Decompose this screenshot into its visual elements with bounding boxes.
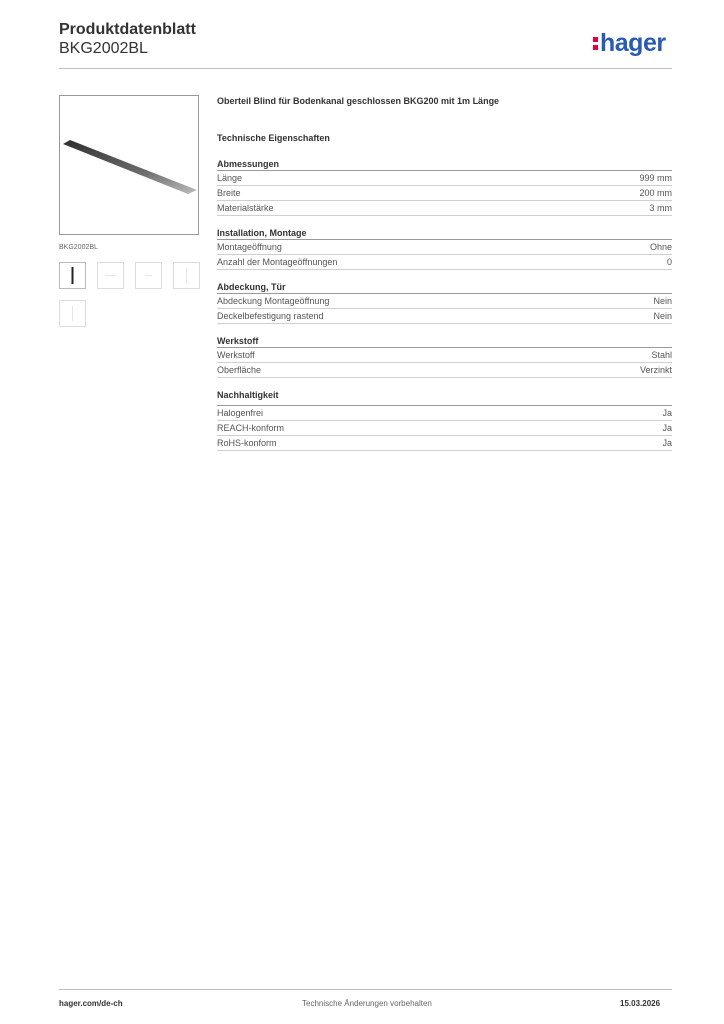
front-view-icon — [60, 263, 85, 288]
top-view-icon — [98, 263, 123, 288]
spec-value: 999 mm — [639, 173, 672, 183]
header-divider — [59, 68, 672, 69]
logo-dots-icon — [593, 28, 598, 58]
spec-label: Anzahl der Montageöffnungen — [217, 257, 338, 267]
spec-row — [217, 240, 672, 255]
page-subtitle: BKG2002BL — [59, 40, 148, 57]
spec-value: Ja — [662, 423, 672, 433]
spec-label: Deckelbefestigung rastend — [217, 311, 324, 321]
footer-notice: Technische Änderungen vorbehalten — [302, 999, 432, 1008]
spec-group-installation — [217, 227, 672, 270]
spec-row — [217, 255, 672, 270]
spec-row — [217, 436, 672, 451]
product-main-image — [59, 95, 199, 235]
hager-logo — [593, 28, 666, 58]
spec-label: Werkstoff — [217, 350, 255, 360]
spec-value: Ja — [662, 408, 672, 418]
thumbnail-end[interactable] — [173, 262, 200, 289]
thumbnail-detail[interactable] — [59, 300, 86, 327]
spec-row — [217, 171, 672, 186]
spec-label: Länge — [217, 173, 243, 183]
spec-label: Oberfläche — [217, 365, 262, 375]
detail-view-icon — [60, 301, 85, 326]
spec-row — [217, 348, 672, 363]
spec-row — [217, 405, 672, 421]
spec-label: Halogenfrei — [217, 408, 264, 418]
spec-label: Abdeckung Montageöffnung — [217, 296, 330, 306]
spec-row — [217, 186, 672, 201]
spec-value: 200 mm — [639, 188, 672, 198]
spec-value: Ohne — [649, 242, 672, 252]
product-content — [217, 95, 672, 462]
spec-group-title: Nachhaltigkeit — [217, 390, 279, 400]
spec-value: 0 — [666, 257, 672, 267]
technical-properties-title: Technische Eigenschaften — [217, 133, 330, 143]
end-view-icon — [174, 263, 199, 288]
page-title: Produktdatenblatt — [59, 21, 196, 38]
footer-divider — [59, 989, 672, 990]
spec-value: Nein — [653, 311, 672, 321]
spec-label: Breite — [217, 188, 241, 198]
spec-label: Materialstärke — [217, 203, 274, 213]
main-image-caption: BKG2002BL — [59, 244, 98, 251]
spec-value: Stahl — [651, 350, 672, 360]
spec-value: Verzinkt — [639, 365, 672, 375]
logo-text: hager — [600, 29, 666, 57]
thumbnail-front[interactable] — [59, 262, 86, 289]
spec-row — [217, 201, 672, 216]
spec-group-title: Werkstoff — [217, 335, 672, 348]
thumbnail-top[interactable] — [97, 262, 124, 289]
spec-group-title: Abmessungen — [217, 158, 672, 171]
spec-group-cover — [217, 281, 672, 324]
spec-group-title: Installation, Montage — [217, 227, 672, 240]
side-view-icon — [136, 263, 161, 288]
spec-group-material — [217, 335, 672, 378]
product-cover-plate-icon — [60, 96, 198, 234]
spec-row — [217, 309, 672, 324]
footer-date: 15.03.2026 — [620, 999, 661, 1008]
spec-group-dimensions — [217, 158, 672, 216]
spec-value: Nein — [653, 296, 672, 306]
footer-url[interactable]: hager.com/de-ch — [59, 999, 123, 1008]
spec-label: Montageöffnung — [217, 242, 282, 252]
spec-label: REACH-konform — [217, 423, 285, 433]
spec-row — [217, 294, 672, 309]
spec-label: RoHS-konform — [217, 438, 277, 448]
product-description: Oberteil Blind für Bodenkanal geschlossen BKG200 mit 1m Länge — [217, 96, 500, 106]
thumbnail-side[interactable] — [135, 262, 162, 289]
spec-value: 3 mm — [649, 203, 672, 213]
spec-row — [217, 363, 672, 378]
spec-group-title: Abdeckung, Tür — [217, 281, 672, 294]
spec-row — [217, 421, 672, 436]
spec-group-sustainability — [217, 389, 672, 451]
spec-value: Ja — [662, 438, 672, 448]
